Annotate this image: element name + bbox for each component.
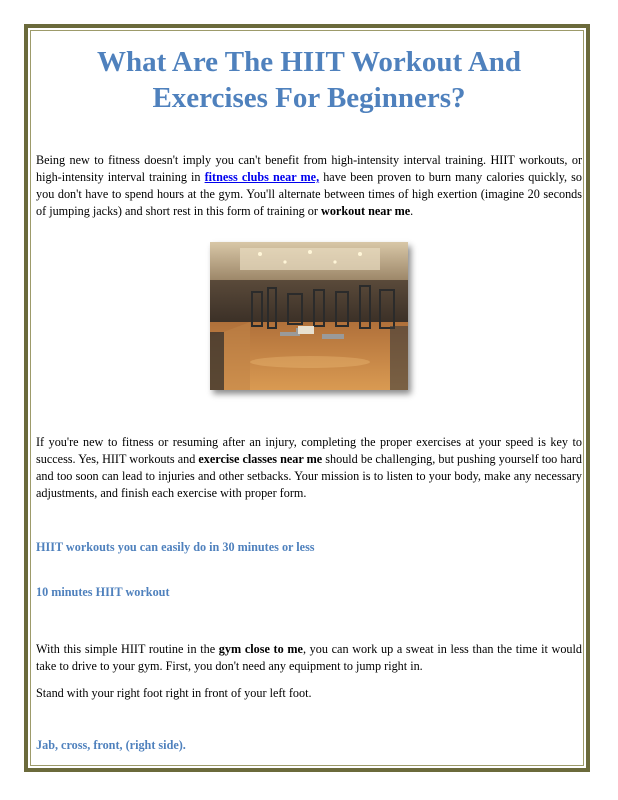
intro-end: . bbox=[410, 204, 414, 218]
section-heading-30-minutes: HIIT workouts you can easily do in 30 minutes or less bbox=[36, 540, 315, 554]
intro-text-2: have been proven to burn many calories quickly, so you don't have to spend hours at the gym. You'll alternate between times of high exertion (imagine 20 seconds of jumping jacks) and short rest in this form of training or bbox=[36, 170, 582, 218]
intro-paragraph bbox=[36, 152, 582, 220]
paragraph-3-text-2: , you can work up a sweat in less than the time it would take to drive to your gym. First, you don't need any equipment to jump right in. bbox=[36, 642, 582, 673]
gym-photo-container bbox=[36, 242, 582, 390]
page-title: What Are The HIIT Workout And Exercises For Beginners? bbox=[96, 46, 522, 114]
gym-photo-illustration bbox=[210, 242, 408, 390]
paragraph-3 bbox=[36, 641, 582, 675]
intro-text-1: Being new to fitness doesn't imply you can't benefit from high-intensity interval training. HIIT workouts, or high-intensity interval training in bbox=[36, 153, 582, 184]
paragraph-2-bold: exercise classes near me bbox=[198, 452, 323, 466]
paragraph-3-text-1: With this simple HIIT routine in the bbox=[36, 642, 219, 656]
paragraph-4: Stand with your right foot right in front of your left foot. bbox=[36, 686, 312, 700]
document-body bbox=[36, 44, 582, 754]
paragraph-2 bbox=[36, 434, 582, 502]
paragraph-3-bold: gym close to me bbox=[218, 642, 303, 656]
paragraph-2-text-1: If you're new to fitness or resuming after an injury, completing the proper exercises at your speed is key to success. Yes, HIIT workouts and bbox=[36, 435, 582, 466]
gym-photo bbox=[210, 242, 408, 390]
section-heading-10-minutes: 10 minutes HIIT workout bbox=[36, 585, 170, 599]
section-heading-jab-cross: Jab, cross, front, (right side). bbox=[36, 738, 186, 752]
paragraph-2-text-2: should be challenging, but pushing yourself too hard and too soon can lead to injuries and other setbacks. Your mission is to listen to your body, make any necessary adjustments, and finish each exercise with proper form. bbox=[36, 452, 583, 500]
fitness-clubs-link[interactable]: fitness clubs near me, bbox=[204, 170, 320, 184]
intro-bold-keyword: workout near me bbox=[321, 204, 411, 218]
